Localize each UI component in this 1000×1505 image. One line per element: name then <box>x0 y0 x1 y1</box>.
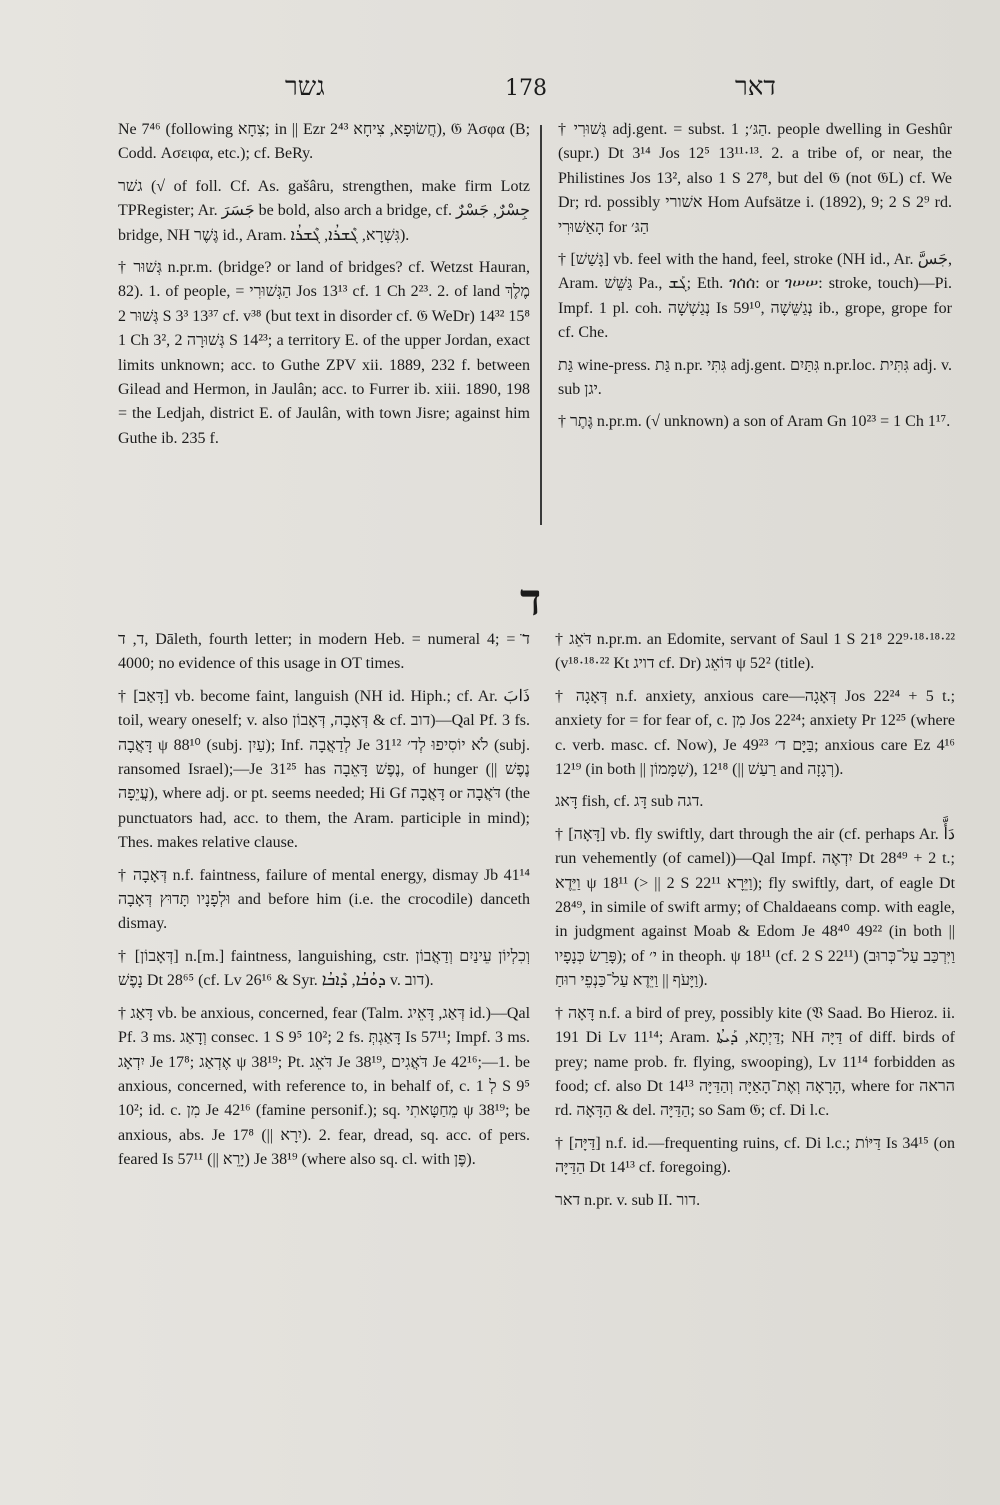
entry-text: Ne 7⁴⁶ (following צִחָא; in || Ezr 2⁴³ חֲשׂוּפָא, צִיחָא), 𝔊 Ἀσφα (B; Codd. Ασειφα, etc.); cf. BeRy. <box>118 121 531 163</box>
page-number: 178 <box>505 76 547 101</box>
running-header-left: גשר <box>285 72 325 102</box>
entry-text: דָּאג fish, cf. דָּג sub דגה. <box>555 793 704 811</box>
entry-text: דאר n.pr. v. sub II. דור. <box>555 1191 701 1209</box>
entry-text: גשׁר (√ of foll. Cf. As. gašâru, strengthen, make firm Lotz TPRegister; Ar. جَسَرَ be bold, also arch a bridge, cf. جِسْرٌ, جَسْرٌ bridge, NH גֶּשֶׁר id., Aram. גִּשְׁרָא, ܓܶܫܪܳܐ, ܓܶܫܪܳܐ). <box>118 177 531 244</box>
entry-text: † [דַּיָּה] n.f. id.—frequenting ruins, cf. Di l.c.; דַּיּוֹת Is 34¹⁵ (on הַדַּיָּה Dt 14¹³ cf. foregoing). <box>555 1134 956 1177</box>
column-top-right <box>558 118 952 530</box>
column-top-left <box>118 118 530 530</box>
section-letter: ד <box>520 575 542 626</box>
column-bottom-left <box>118 628 530 1408</box>
entry-text: † [דְּאָבוֹן] n.[m.] faintness, languishing, cstr. וְכִלְיוֹן עֵינַיִם וְדַאֲבוֹן נָפֶשׁ Dt 28⁶⁵ (cf. Lv 26¹⁶ & Syr. ܕܘܳܒܳܐ, ܕܶܐܒܳܐ v. דוב). <box>118 947 531 990</box>
entry-text: † דָּאַג vb. be anxious, concerned, fear (Talm. דְּאַג, דָּאֵיג id.)—Qal Pf. 3 ms. וְדָאַג consec. 1 S 9⁵ 10²; 2 fs. דָּאַגְתְּ Is 57¹¹; Impf. 3 ms. יִדְאָג Je 17⁸; אֶדְאַג ψ 38¹⁹; Pt. דֹּאֵג Je 38¹⁹, דֹּאֲגִים Je 42¹⁶;—1. be anxious, concerned, with reference to, in behalf of, c. לְ 1 S 9⁵ 10²; id. c. מִן Je 42¹⁶ (famine personif.); sq. מֵחַטָּאתִי ψ 38¹⁹; be anxious, abs. Je 17⁸ (|| יִרָא). 2. fear, dread, sq. acc. of pers. feared Is 57¹¹ (|| יָרֵא) Je 38¹⁹ (where also sq. cl. with פֶּן). <box>118 1004 531 1169</box>
entry-text: † דָּאָה n.f. a bird of prey, possibly kite (𝔙 Saad. Bo Hieroz. ii. 191 Di Lv 11¹⁴; Aram. דַּיְתָא, ܕܰܝܬܳܐ; NH דַּיָּה of diff. birds of prey; name prob. fr. flying, swooping), Lv 11¹⁴ forbidden as food; cf. also Dt 14¹³ הָרָאָה וְאֶת־הָאַיָּה וְהַדַּיָּה, where for הראה rd. הַדָּאָה & del. הַדַּיָּה; so Sam 𝔊; cf. Di l.c. <box>555 1004 956 1120</box>
entry-text: † דֹּאֵג n.pr.m. an Edomite, servant of Saul 1 S 21⁸ 22⁹·¹⁸·¹⁸·²² (v¹⁸·¹⁸·²² Kt דויג cf. Dr) דּוֹאֵג ψ 52² (title). <box>555 631 956 673</box>
entry-text: † [דָּאַב] vb. become faint, languish (NH id. Hiph.; cf. Ar. ذَابَ toil, weary oneself; v. also דְּאָבָה, דְּאָבוֹן & cf. דוב)—Qal Pf. 3 fs. דָּאֲבָה ψ 88¹⁰ (subj. עַיִן); Inf. לְדַאֲבָה Je 31¹² לֹא יוֹסִיפוּ לְד׳ (subj. ransomed Israel);—Je 31²⁵ has נֶפֶשׁ דָּאֵבָה, of hunger (|| נֶפֶשׁ עֲיֵפָה), where adj. or pt. seems needed; Hi Gf דָּאֲבָה or דֹּאֲבָה (the punctuators had, acc. to them, the Aram. participle in mind); Thes. makes relative clause. <box>118 687 531 852</box>
entry-text: † [דָּאָה] vb. fly swiftly, dart through the air (cf. perhaps Ar. دَأَّ run vehemently (of camel))—Qal Impf. יִדְאֶה Dt 28⁴⁹ + 2 t.; וַיֵּדֶא ψ 18¹¹ (> || 2 S 22¹¹ וַיֵּרָא); fly swiftly, dart, of eagle Dt 28⁴⁹, in simile of swift army; of Chaldaeans comp. with eagle, in judgment against Moab & Edom Je 48⁴⁰ 49²² (in both || פָּרַשׂ כְּנָפָיו); of י׳ in theoph. ψ 18¹¹ (cf. 2 S 22¹¹) (וַיִּרְכַּב עַל־כְּרוּב וַיָּעֹף || וַיֵּדֶא עַל־כַּנְפֵי רוּחַ). <box>555 825 956 990</box>
entry-text: † גֶּתֶר n.pr.m. (√ unknown) a son of Aram Gn 10²³ = 1 Ch 1¹⁷. <box>558 413 951 431</box>
entry-text: † דְּאָבָה n.f. faintness, failure of mental energy, dismay Jb 41¹⁴ וּלְפָנָיו תָּדוּץ דְּאָבָה and before him (i.e. the crocodile) danceth dismay. <box>118 866 531 933</box>
entry-text: גַּת wine-press. גַּת n.pr. גִּתִּי adj.gent. גִּתַּיִם n.pr.loc. גִּתִּית adj. v. sub יגן. <box>558 356 952 399</box>
entry-text: † גְּשׁוּרִי adj.gent. = subst. הַגּ׳; 1. people dwelling in Geshûr (supr.) Dt 3¹⁴ Jos 12⁵ 13¹¹·¹³. 2. a tribe of, or near, the Philistines Jos 13², also 1 S 27⁸, but del 𝔊 (not 𝔊L) cf. We Dr; rd. possibly אשׁורי Hom Aufsätze i. (1892), 9; 2 S 2⁹ rd. הָאַשּׁוּרִי for הַגּ׳ <box>558 121 953 236</box>
entry-text: † דְּאָגָה n.f. anxiety, anxious care—דְּאָגָה Jos 22²⁴ + 5 t.; anxiety for = for fear of, c. מִן Jos 22²⁴; anxiety Pr 12²⁵ (where c. verb. masc. cf. Now), Je 49²³ בַּיָּם ד׳; anxious care Ez 4¹⁶ 12¹⁹ (in both || שִׁמָּמוֹן), 12¹⁸ (|| רַעַשׁ and רְגָזָה). <box>555 687 956 779</box>
entry-text: † [גָּשַׁשׁ] vb. feel with the hand, feel, stroke (NH id., Ar. جَسَّ, Aram. גַּשֵּׁשׁ Pa., ܓܰܫ; Eth. ገሰሰ: or ገሠሠ: stroke, touch)—Pi. Impf. 1 pl. coh. נְגַשְׁשָׁה Is 59¹⁰, נְגַשֵּׁשָׁה ib., grope, grope for cf. Che. <box>558 251 953 342</box>
column-divider <box>540 125 542 525</box>
entry-text: ד, ד, Dāleth, fourth letter; in modern Heb. = numeral 4; ד̈ = 4000; no evidence of this usage in OT times. <box>118 631 531 673</box>
entry-text: † גְּשׁוּר n.pr.m. (bridge? or land of bridges? cf. Wetzst Hauran, 82). 1. of people, = הַגְּשׁוּרִי Jos 13¹³ cf. 1 Ch 2²³. 2. of land מֶלֶךְ גְּשׁוּר 2 S 3³ 13³⁷ cf. v³⁸ (but text in disorder cf. 𝔊 WeDr) 14³² 15⁸ 1 Ch 3², גְּשׁוּרָה 2 S 14²³; a territory E. of the upper Jordan, exact limits unknown; acc. to Guthe ZPV xii. 1889, 232 f. between Gilead and Hermon, in Jaulân; acc. to Furrer ib. xiii. 1890, 198 = the Ledjah, district E. of Jaulân, with town Jisre; against him Guthe ib. 235 f. <box>118 259 531 447</box>
column-bottom-right <box>555 628 955 1408</box>
running-header-right: דאר <box>735 72 776 102</box>
